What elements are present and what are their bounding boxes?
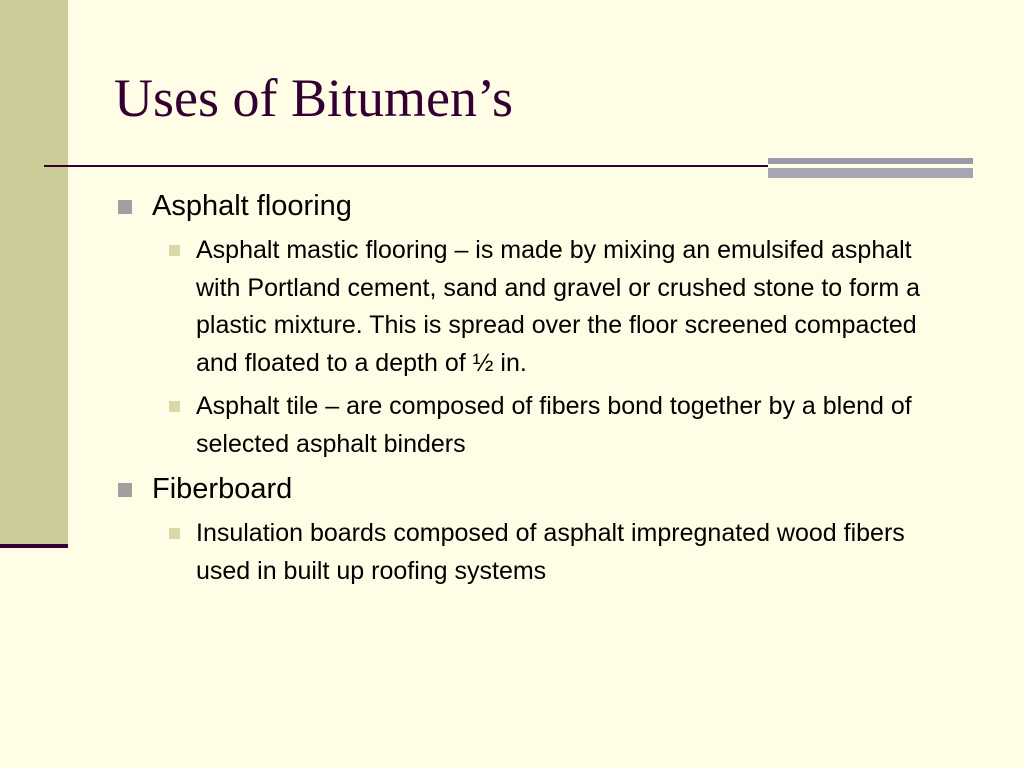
- bullet-item-fiberboard: [116, 469, 966, 509]
- sub-bullet-text: Asphalt mastic flooring – is made by mixing an emulsifed asphalt with Portland cement, sand and gravel or crushed stone to form a plastic mixture. This is spread over the floor screened compacted and floated to a depth of ½ in.: [196, 236, 920, 377]
- square-bullet-icon: [118, 483, 132, 497]
- title-divider-line: [44, 165, 768, 167]
- sub-bullet-item: [116, 232, 966, 382]
- left-band-rule: [0, 544, 68, 548]
- sub-bullet-item: [116, 388, 966, 463]
- slide-content: [116, 186, 966, 596]
- square-bullet-icon: [169, 528, 180, 539]
- bullet-item-asphalt-flooring: [116, 186, 966, 226]
- sub-bullet-text: Insulation boards composed of asphalt impregnated wood fibers used in built up roofing systems: [196, 519, 905, 585]
- square-bullet-icon: [169, 245, 180, 256]
- square-bullet-icon: [169, 401, 180, 412]
- square-bullet-icon: [118, 200, 132, 214]
- bullet-text: Asphalt flooring: [152, 190, 352, 222]
- sub-bullet-item: [116, 515, 966, 590]
- slide-title: Uses of Bitumen’s: [114, 68, 513, 128]
- title-accent-bar: [768, 158, 973, 164]
- left-decorative-band: [0, 0, 68, 545]
- sub-bullet-text: Asphalt tile – are composed of fibers bond together by a blend of selected asphalt binders: [196, 392, 912, 458]
- bullet-text: Fiberboard: [152, 473, 293, 505]
- sub-list-asphalt-flooring: [116, 232, 966, 463]
- title-accent-bar-lower: [768, 168, 973, 178]
- sub-list-fiberboard: [116, 515, 966, 590]
